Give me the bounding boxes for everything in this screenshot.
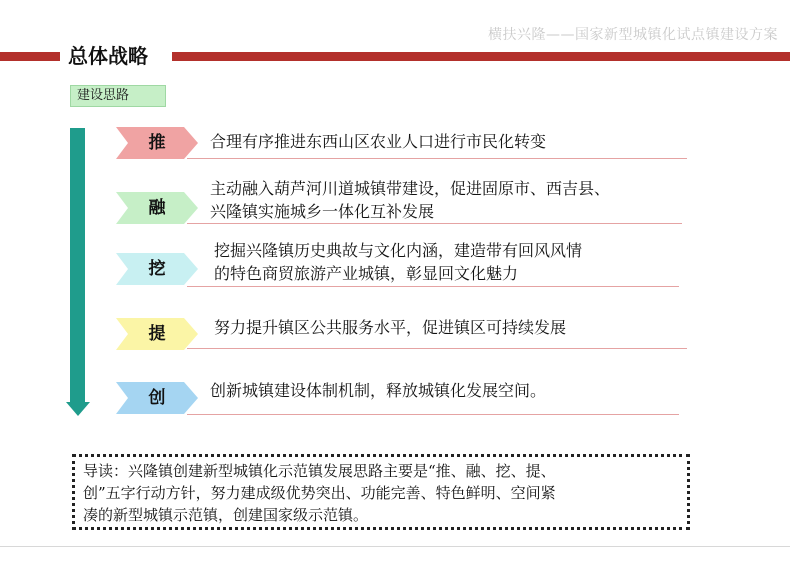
strategy-text-2-line-2: 兴隆镇实施城乡一体化互补发展: [210, 202, 435, 221]
strategy-text-4: [214, 316, 566, 339]
strategy-key-3: 挖: [148, 259, 166, 279]
strategy-text-4-line-1: 努力提升镇区公共服务水平，促进镇区可持续发展: [214, 318, 567, 337]
strategy-chevron-1: [116, 127, 198, 159]
note-line-2: 创”五字行动方针，努力建成级优势突出、功能完善、特色鲜明、空间紧: [83, 484, 556, 502]
row-underline: [187, 223, 682, 224]
note-line-3: 凑的新型城镇示范镇，创建国家级示范镇。: [83, 506, 369, 524]
strategy-key-2: 融: [148, 198, 166, 218]
strategy-text-1: [210, 130, 546, 153]
header-bar-right: [172, 52, 790, 61]
flow-vertical-line: [70, 128, 85, 404]
note-line-1: 导读：兴隆镇创建新型城镇化示范镇发展思路主要是“推、融、挖、提、: [83, 462, 556, 480]
strategy-text-5-line-1: 创新城镇建设体制机制，释放城镇化发展空间。: [210, 381, 547, 400]
section-tag: 建设思路: [70, 85, 166, 107]
strategy-text-1-line-1: 合理有序推进东西山区农业人口进行市民化转变: [210, 132, 547, 151]
row-underline: [187, 348, 687, 349]
strategy-text-3-line-2: 的特色商贸旅游产业城镇，彰显回文化魅力: [214, 264, 519, 283]
footer-divider: [0, 546, 790, 547]
document-header-title: 横扶兴隆——国家新型城镇化试点镇建设方案: [488, 27, 778, 43]
strategy-text-5: [210, 379, 546, 402]
strategy-text-3-line-1: 挖掘兴隆镇历史典故与文化内涵，建造带有回风风情: [214, 241, 583, 260]
strategy-chevron-3: [116, 253, 198, 285]
strategy-text-3: [214, 239, 582, 285]
strategy-key-4: 提: [148, 324, 166, 344]
flow-down-arrow-icon: [66, 402, 90, 416]
strategy-chevron-4: [116, 318, 198, 350]
strategy-text-2: [210, 177, 610, 223]
strategy-text-2-line-1: 主动融入葫芦河川道城镇带建设，促进固原市、西吉县、: [210, 179, 611, 198]
strategy-chevron-5: [116, 382, 198, 414]
reading-note-box: [72, 454, 690, 530]
header-bar-left: [0, 52, 60, 61]
strategy-key-5: 创: [148, 388, 166, 408]
row-underline: [187, 286, 679, 287]
page-title: 总体战略: [68, 44, 148, 68]
row-underline: [187, 158, 687, 159]
strategy-key-1: 推: [148, 133, 166, 153]
row-underline: [187, 414, 679, 415]
strategy-chevron-2: [116, 192, 198, 224]
